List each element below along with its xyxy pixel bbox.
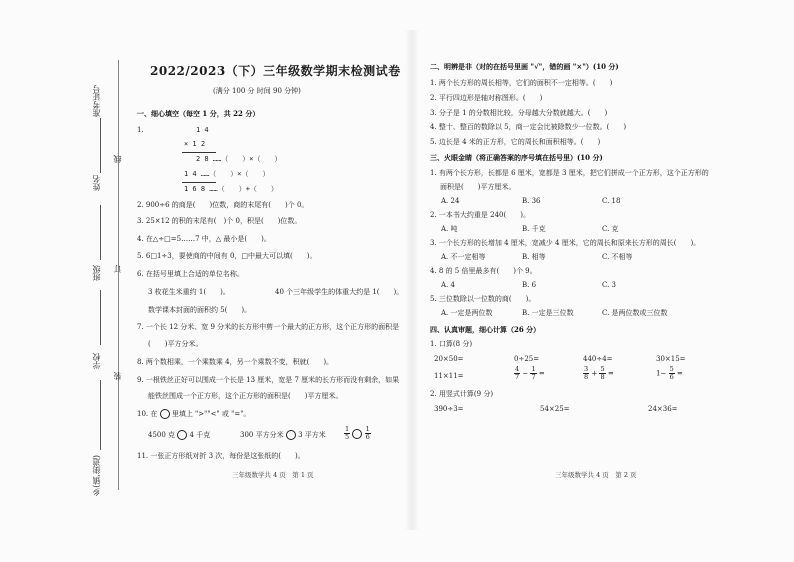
page-fold <box>405 30 419 530</box>
s4-oral-heading: 1. 口算(8 分) <box>430 340 473 348</box>
q6c: 数学课本封面的面积约 5( )。 <box>148 306 252 314</box>
q1-rule-2 <box>182 182 216 183</box>
q10-item-1: 4500 克 <box>148 431 176 439</box>
q11: 11. 一张正方形纸对折 3 次，每份是这张纸的( )。 <box>137 452 305 460</box>
q10-item-3: 300 平方分米 <box>240 431 284 439</box>
q7-line-1: 7. 一个长 12 分米、宽 9 分米的长方形中剪一个最大的正方形，这个正方形的面积是 <box>137 323 400 331</box>
q10-prefix: 10. 在 <box>137 410 158 418</box>
section-4-heading: 四、认真审题，细心计算（26 分） <box>430 325 541 334</box>
s3-q3-opt-c: C. 不相等 <box>602 253 633 261</box>
exam-title: 2022/2023（下）三年级数学期末检测试卷 <box>150 64 401 78</box>
s3-q4-opt-a: A. 4 <box>441 281 455 289</box>
q1-rule-1 <box>182 152 216 153</box>
seal-mark-xian: 线 <box>113 155 122 163</box>
s3-q1-line-2: 面积是( )平方厘米。 <box>440 183 516 191</box>
q5: 5. 6□1÷3，要使商的中间有 0，□中最大可以填( )。 <box>137 252 317 260</box>
footer-page-1: 三年级数学共 4 页 第 1 页 <box>232 471 314 479</box>
compare-circle-icon <box>160 409 170 419</box>
s3-q1-opt-b: B. 36 <box>522 197 541 205</box>
q10-instruction <box>137 409 250 419</box>
q6a: 3 枚花生米重约 1( )。 <box>148 288 230 296</box>
school-underline <box>100 290 101 345</box>
q9-line-2: 能铁丝围成一个正方形，这个正方形的面积是( )平方厘米。 <box>148 392 343 400</box>
township-underline <box>100 380 101 450</box>
s2-item-5: 5. 边长是 4 米的正方形，它的周长和面积相等。( ) <box>430 138 601 146</box>
q4: 4. 在△÷□=5……7 中，△ 最小是( )。 <box>137 235 271 243</box>
s3-q4-opt-b: B. 6 <box>522 281 537 289</box>
section-2-heading: 二、明辨是非（对的在括号里画 "√"，错的画 "×"）(10 分) <box>430 62 619 71</box>
fraction-one-seventh: $\frac{1}{7}$ <box>531 365 536 381</box>
q6b: 40 个三年级学生的体重大约是 1( )。 <box>275 288 404 296</box>
s3-q5-opt-b: B. 一定是三位数 <box>522 309 574 317</box>
s3-q2-opt-b: B. 千克 <box>522 225 546 233</box>
township-label: 乡(镇,街道) <box>92 455 101 496</box>
s3-q3: 3. 一个长方形的长增加 4 厘米，宽减少 4 厘米，它的周长和原来长方形的周长( )。 <box>430 239 701 247</box>
school-label: 学校 <box>92 353 101 369</box>
name-underline <box>100 118 101 173</box>
q8: 8. 两个数相乘，一个乘数乘 4，另一个乘数不变，积就( )。 <box>137 358 334 366</box>
s4-vertical-1: 390÷3= <box>434 405 464 413</box>
q1-number: 1. <box>137 126 144 134</box>
binding-line <box>118 60 119 490</box>
s3-q1-line-1: 1. 有两个长方形，长都是 6 厘米，宽都是 3 厘米，把它们拼成一个正方形，这个正方形的 <box>430 169 709 177</box>
s2-item-1: 1. 两个长方形的周长相等，它们的面积不一定相等。( ) <box>430 79 613 87</box>
answer-circle-icon[interactable] <box>177 430 187 440</box>
q2: 2. 900÷6 的商是( )位数，商的末尾有( )个 0。 <box>137 201 309 209</box>
s3-q3-opt-a: A. 不一定相等 <box>441 253 486 261</box>
s3-q3-opt-b: B. 相等 <box>522 253 546 261</box>
q7-line-2: ( )平方分米。 <box>148 340 203 348</box>
fraction-one-sixth: $\frac{1}{6}$ <box>365 425 370 441</box>
fraction-four-sevenths: $\frac{4}{7}$ <box>515 365 520 381</box>
q1-row-5: 1 6 8 ……（ ）+（ ） <box>184 185 278 193</box>
answer-circle-icon[interactable] <box>352 429 362 439</box>
section-1-heading: 一、细心填空（每空 1 分，共 22 分） <box>137 109 260 118</box>
exam-subtitle: (满分 100 分 时间 90 分钟) <box>213 87 301 95</box>
seal-mark-ding: 订 <box>113 265 122 273</box>
q1-row-3: 2 8 ……（ ）×（ ） <box>196 155 282 163</box>
class-underline <box>100 205 101 260</box>
s4-oral-4: 30×15= <box>656 355 686 363</box>
s4-oral-5: 11×11= <box>434 372 464 380</box>
q10-suffix: 里填上 ">""<" 或 "="。 <box>171 410 251 418</box>
s3-q5-opt-a: A. 一定是两位数 <box>441 309 493 317</box>
fraction-five-eighths: $\frac{5}{8}$ <box>600 365 605 381</box>
q10-compare-1 <box>148 430 210 440</box>
q10-compare-3 <box>344 426 371 441</box>
q1-row-4: 1 4 ……（ ）×（ ） <box>184 170 270 178</box>
s4-vertical-heading: 2. 用竖式计算(9 分) <box>430 390 494 398</box>
s3-q2: 2. 一本书大约重是 240( )。 <box>430 211 530 219</box>
s2-item-2: 2. 平行四边形是轴对称图形。( ) <box>430 94 543 102</box>
s4-oral-8: 1− $\frac{5}{6}$ = <box>656 365 683 381</box>
q1-row-2: × 1 2 <box>184 140 206 148</box>
exam-no-label: 准考证号 <box>92 85 101 117</box>
name-label: 姓名 <box>92 175 101 191</box>
s3-q4-opt-c: C. 3 <box>602 281 617 289</box>
q9-line-1: 9. 一根铁丝正好可以围成一个长是 13 厘米，宽是 7 厘米的长方形而没有剩余，如果 <box>137 376 400 384</box>
q10-item-2: 4 千克 <box>189 431 211 439</box>
s4-oral-7: $\frac{3}{8}$ + $\frac{5}{8}$ = <box>584 365 614 381</box>
s3-q2-opt-c: C. 克 <box>602 225 619 233</box>
q6: 6. 在括号里填上合适的单位名称。 <box>137 270 244 278</box>
s4-oral-6: $\frac{4}{7}$ − $\frac{1}{7}$ = <box>515 365 545 381</box>
s4-vertical-3: 24×36= <box>648 405 678 413</box>
s2-item-4: 4. 整十、整百的数除以 5，商一定会比被除数少一位数。( ) <box>430 123 627 131</box>
q10-item-4: 3 平方米 <box>298 431 326 439</box>
s3-q5-opt-c: C. 是两位数或三位数 <box>602 309 668 317</box>
footer-page-2: 三年级数学共 4 页 第 2 页 <box>555 471 637 479</box>
fraction-three-eighths: $\frac{3}{8}$ <box>584 365 589 381</box>
answer-circle-icon[interactable] <box>286 430 296 440</box>
s4-vertical-2: 54×25= <box>540 405 570 413</box>
s2-item-3: 3. 分子是 1 的分数相比较，分母越大分数就越大。( ) <box>430 109 608 117</box>
s3-q4: 4. 8 的 5 倍里最多有( )个 9。 <box>430 267 537 275</box>
q10-compare-2 <box>240 430 326 440</box>
s3-q2-opt-a: A. 吨 <box>441 225 458 233</box>
section-3-heading: 三、火眼金睛（将正确答案的序号填在括号里）(10 分) <box>430 153 603 162</box>
q1-row-1: 1 4 <box>196 126 209 134</box>
s4-oral-3: 440÷4= <box>583 355 613 363</box>
s3-q1-opt-a: A. 24 <box>441 197 460 205</box>
s4-oral-1: 20×50= <box>434 355 464 363</box>
q3: 3. 25×12 的积的末尾有( )个 0，积是( )位数。 <box>137 217 302 225</box>
s3-q5: 5. 三位数除以一位数的商( )。 <box>430 295 536 303</box>
s3-q1-opt-c: C. 18 <box>602 197 621 205</box>
fraction-one-fifth: $\frac{1}{5}$ <box>345 425 350 441</box>
seal-mark-zhuang: 装 <box>113 372 122 380</box>
fraction-five-sixths: $\frac{5}{6}$ <box>669 365 674 381</box>
class-label: 班级 <box>92 265 101 281</box>
s4-oral-2: 0÷25= <box>514 355 540 363</box>
